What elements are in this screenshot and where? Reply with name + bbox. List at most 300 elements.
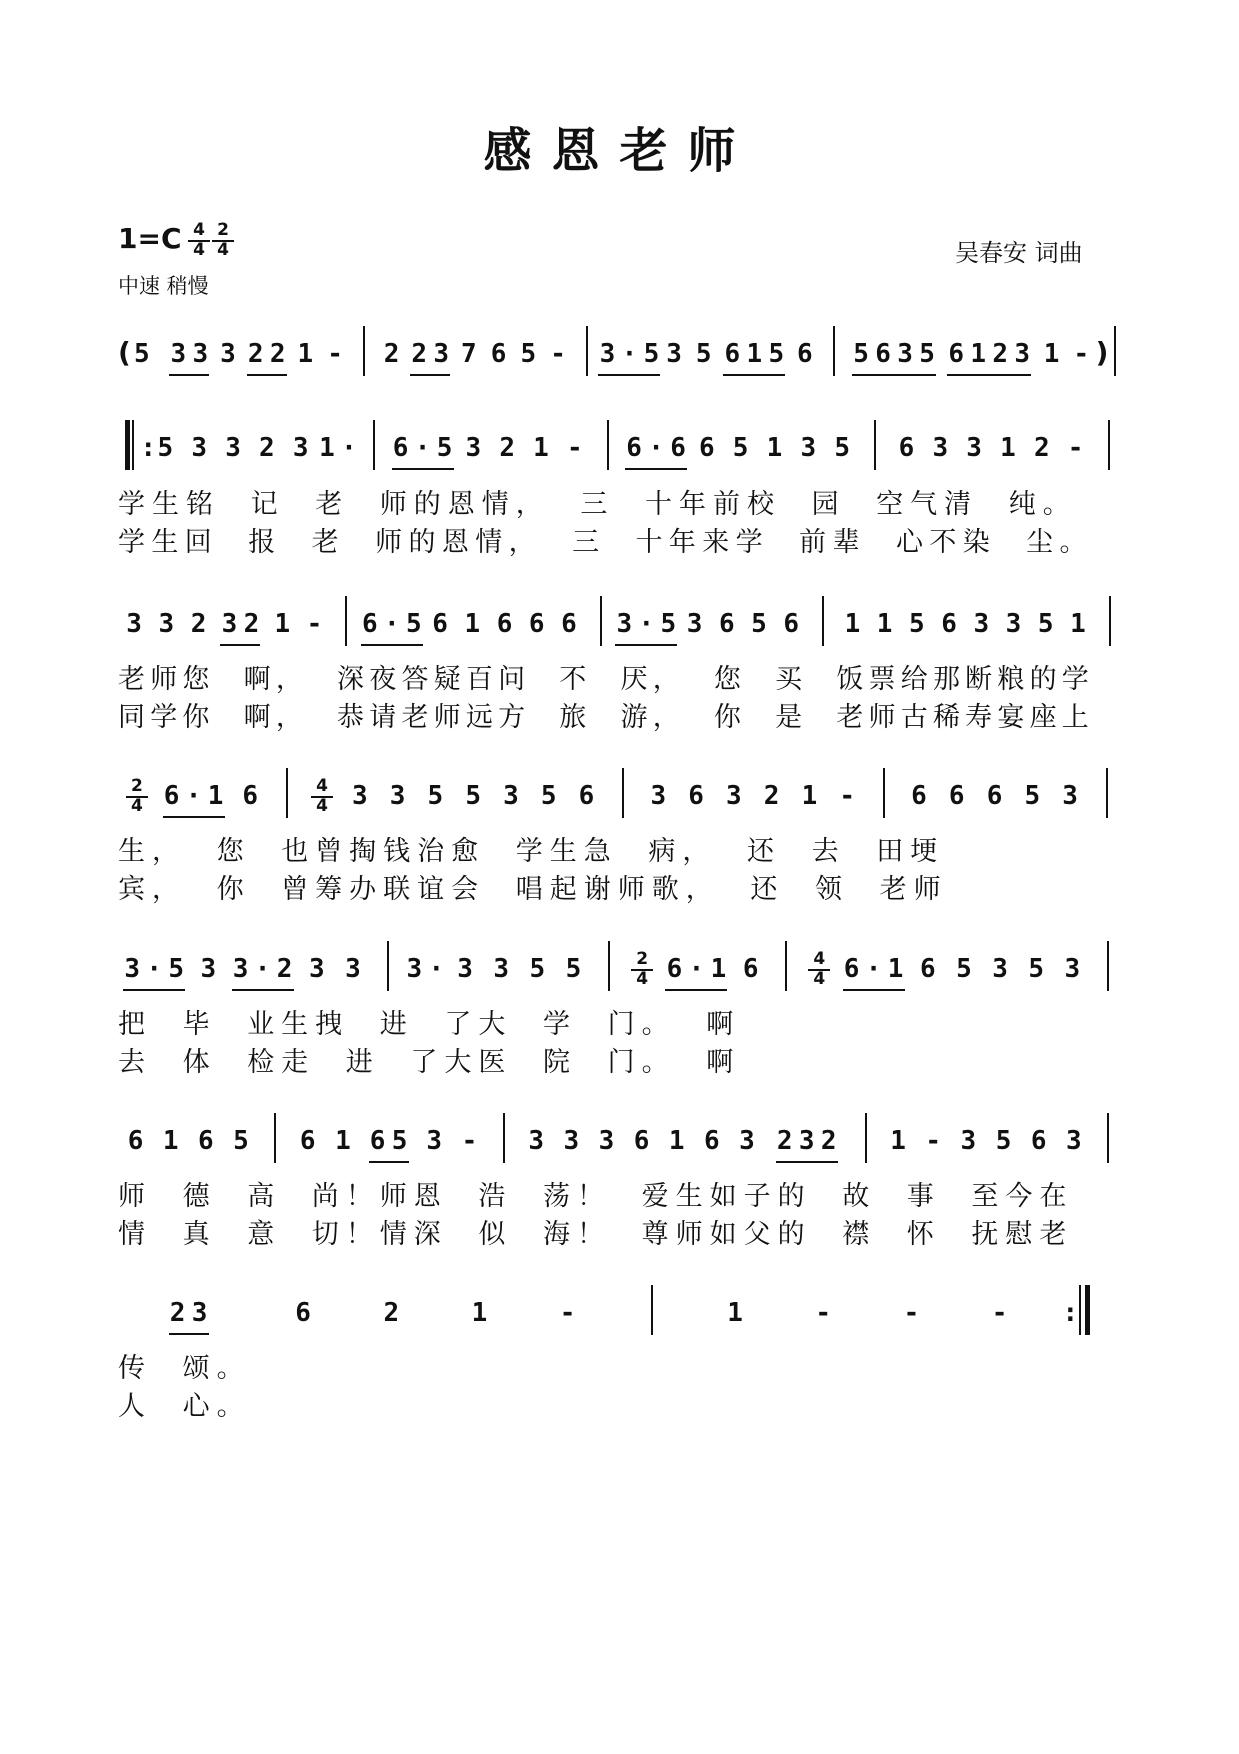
lyric-syllables: 了大 bbox=[444, 1009, 513, 1040]
lyric-syllables: 意 bbox=[247, 1219, 282, 1250]
lyrics-line-3-verse-2 bbox=[118, 867, 1123, 903]
note: 6 bbox=[528, 609, 545, 639]
note: 6 bbox=[898, 433, 915, 463]
note: 1 bbox=[970, 339, 987, 369]
key-signature: 1=C bbox=[118, 222, 182, 255]
note: 3 bbox=[966, 433, 982, 463]
lyric-syllables: 纯。 bbox=[1008, 489, 1077, 520]
lyric-syllables: 抚慰老 bbox=[971, 1219, 1074, 1250]
lyric-syllables: 病， bbox=[648, 836, 717, 867]
lyric-syllables: 还 bbox=[747, 836, 781, 867]
note: 2 bbox=[383, 339, 400, 369]
lyric-syllables: 学 bbox=[543, 1009, 577, 1040]
note: 3 bbox=[686, 609, 703, 639]
lyric-syllables: 啊， bbox=[243, 702, 309, 733]
note: 3 bbox=[798, 1126, 815, 1156]
note: 2 bbox=[169, 1298, 186, 1328]
lyric-syllables: 心不染 bbox=[895, 527, 997, 558]
lyric-syllables: 海！ bbox=[543, 1219, 611, 1250]
note: 3 bbox=[158, 609, 175, 639]
lyric-syllables: 检走 bbox=[247, 1047, 316, 1078]
note: 3 bbox=[1062, 781, 1078, 811]
repeat-end-bar-thin bbox=[1079, 1285, 1081, 1335]
dash-sustain: - bbox=[903, 1298, 920, 1328]
note: 3 bbox=[426, 1126, 443, 1156]
dot-augment: · bbox=[414, 433, 431, 463]
lyric-syllables: 老师您 bbox=[118, 664, 215, 695]
note: 3 bbox=[345, 954, 361, 984]
note: 6 bbox=[299, 1126, 316, 1156]
note: 1 bbox=[801, 781, 818, 811]
lyric-syllables: 十年来学 bbox=[635, 527, 770, 558]
beam-underline bbox=[169, 1333, 209, 1335]
beam-underline bbox=[776, 1161, 838, 1163]
beam-underline bbox=[220, 644, 260, 646]
time-signature-change: 2 4 bbox=[631, 951, 653, 988]
note: 5 bbox=[751, 609, 767, 639]
lyric-syllables: 啊 bbox=[706, 1009, 741, 1040]
barline bbox=[822, 596, 824, 646]
note: 6 bbox=[295, 1298, 311, 1328]
note: 5 bbox=[391, 1126, 408, 1156]
note: 3 bbox=[191, 1298, 208, 1328]
lyrics-line-1-verse-2 bbox=[118, 520, 1123, 556]
lyric-syllables: 游， bbox=[620, 702, 685, 733]
dot-augment: · bbox=[185, 781, 202, 811]
note: 6 bbox=[948, 339, 965, 369]
note: 1 bbox=[766, 433, 783, 463]
note: 5 bbox=[1037, 609, 1054, 639]
dot-augment: · bbox=[341, 433, 357, 463]
note: 6 bbox=[875, 339, 891, 369]
note: 6 bbox=[198, 1126, 214, 1156]
dash-sustain: - bbox=[1073, 339, 1090, 369]
lyric-syllables: 去 bbox=[811, 836, 846, 867]
barline bbox=[1107, 941, 1109, 991]
lyric-syllables: 田埂 bbox=[876, 836, 945, 867]
note: 5 bbox=[956, 954, 972, 984]
dash-sustain: - bbox=[327, 339, 343, 369]
lyric-syllables: 浩 bbox=[478, 1181, 513, 1212]
note: 1 bbox=[207, 781, 224, 811]
note: 5 bbox=[768, 339, 785, 369]
beam-underline bbox=[598, 374, 660, 376]
barline bbox=[1114, 326, 1116, 376]
lyrics-line-5-verse-2 bbox=[118, 1212, 1123, 1248]
note: 3 bbox=[599, 339, 616, 369]
note: 5 bbox=[1024, 781, 1041, 811]
note: 3 bbox=[932, 433, 949, 463]
dot-augment: · bbox=[146, 954, 162, 984]
lyric-syllables: 心。 bbox=[182, 1391, 251, 1422]
note: 3 bbox=[457, 954, 473, 984]
barline bbox=[833, 326, 835, 376]
lyric-syllables: 师的恩情， bbox=[379, 489, 550, 520]
dot-augment: · bbox=[428, 954, 445, 984]
note: 6 bbox=[742, 954, 759, 984]
lyric-syllables: 买 bbox=[775, 664, 808, 695]
barline bbox=[373, 420, 375, 470]
note: 2 bbox=[763, 781, 780, 811]
beam-underline bbox=[852, 374, 936, 376]
barline bbox=[865, 1113, 867, 1163]
lyric-syllables: 毕 bbox=[182, 1009, 217, 1040]
note: 3 bbox=[1064, 954, 1081, 984]
barline bbox=[363, 326, 365, 376]
open-paren: ( bbox=[118, 336, 131, 369]
lyric-syllables: 去 bbox=[118, 1047, 152, 1078]
lyric-syllables: 事 bbox=[906, 1181, 941, 1212]
beam-underline bbox=[947, 374, 1031, 376]
note: 5 bbox=[1028, 954, 1045, 984]
note: 5 bbox=[520, 339, 537, 369]
note: 5 bbox=[909, 609, 925, 639]
beam-underline bbox=[369, 1161, 409, 1163]
note: 1 bbox=[319, 433, 335, 463]
note: 3 bbox=[200, 954, 217, 984]
lyric-syllables: 曾筹办联谊会 bbox=[281, 874, 486, 905]
barline bbox=[1108, 420, 1110, 470]
author-credit: 吴春安 词曲 bbox=[955, 239, 1083, 267]
lyric-syllables: 业生拽 bbox=[247, 1009, 350, 1040]
note: 3 bbox=[1014, 339, 1031, 369]
note: 3 bbox=[897, 339, 913, 369]
note: 3 bbox=[726, 781, 742, 811]
lyric-syllables: 深夜答疑百问 bbox=[337, 664, 531, 695]
note: 6 bbox=[941, 609, 957, 639]
barline bbox=[387, 941, 389, 991]
note: 6 bbox=[432, 609, 448, 639]
lyric-syllables: 空气清 bbox=[876, 489, 979, 520]
lyric-syllables: 还 bbox=[750, 874, 785, 905]
lyric-syllables: 生， bbox=[118, 836, 186, 867]
note: 1 bbox=[746, 339, 763, 369]
note: 3 bbox=[992, 954, 1008, 984]
repeat-colon: : bbox=[140, 433, 157, 463]
note: 3 bbox=[598, 1126, 615, 1156]
note: 3 bbox=[563, 1126, 580, 1156]
note: 1 bbox=[1000, 433, 1016, 463]
barline bbox=[274, 1113, 276, 1163]
lyric-syllables: 学生回 bbox=[118, 527, 219, 558]
lyric-syllables: 三 bbox=[580, 489, 615, 520]
note: 3 bbox=[225, 433, 241, 463]
note: 2 bbox=[243, 609, 260, 639]
lyric-syllables: 厌， bbox=[620, 664, 685, 695]
note: 3 bbox=[973, 609, 990, 639]
lyric-syllables: 你 bbox=[216, 874, 251, 905]
lyric-syllables: 师的恩情， bbox=[375, 527, 543, 558]
barline bbox=[607, 420, 609, 470]
note: 1 bbox=[533, 433, 549, 463]
dot-augment: · bbox=[638, 609, 655, 639]
note: 6 bbox=[127, 1126, 144, 1156]
lyric-syllables: 不 bbox=[559, 664, 592, 695]
lyrics-line-6-verse-2 bbox=[118, 1384, 1123, 1420]
barline bbox=[1109, 596, 1111, 646]
note: 6 bbox=[986, 781, 1003, 811]
time-signature-4-4: 4 4 bbox=[188, 222, 210, 259]
note: 3 bbox=[309, 954, 325, 984]
note: 6 bbox=[704, 1126, 720, 1156]
note: 3 bbox=[170, 339, 187, 369]
note: 6 bbox=[496, 609, 513, 639]
barline bbox=[345, 596, 347, 646]
note: 6 bbox=[688, 781, 704, 811]
note: 1 bbox=[471, 1298, 488, 1328]
note: 2 bbox=[269, 339, 286, 369]
lyric-syllables: 老 bbox=[311, 527, 346, 558]
note: 3 bbox=[650, 781, 667, 811]
note: 1 bbox=[890, 1126, 906, 1156]
dash-sustain: - bbox=[550, 339, 566, 369]
lyric-syllables: 情 bbox=[118, 1219, 152, 1250]
lyric-syllables: 襟 bbox=[842, 1219, 877, 1250]
lyric-syllables: 你 bbox=[713, 702, 747, 733]
note: 5 bbox=[233, 1126, 249, 1156]
note: 1 bbox=[162, 1126, 179, 1156]
lyric-syllables: 真 bbox=[182, 1219, 217, 1250]
lyric-syllables: 进 bbox=[345, 1047, 380, 1078]
time-signature-change: 2 4 bbox=[126, 778, 148, 815]
barline bbox=[286, 768, 288, 818]
note: 2 bbox=[411, 339, 428, 369]
note: 3 bbox=[666, 339, 682, 369]
lyric-syllables: 老 bbox=[315, 489, 350, 520]
lyric-syllables: 啊 bbox=[706, 1047, 741, 1078]
lyric-syllables: 领 bbox=[815, 874, 849, 905]
dash-sustain: - bbox=[991, 1298, 1008, 1328]
note: 6 bbox=[561, 609, 577, 639]
dot-augment: · bbox=[688, 954, 705, 984]
note: 1 bbox=[1070, 609, 1086, 639]
beam-underline bbox=[392, 468, 454, 470]
note: 3 bbox=[220, 339, 236, 369]
beam-underline bbox=[410, 374, 450, 376]
note: 5 bbox=[643, 339, 660, 369]
note: 1 bbox=[876, 609, 893, 639]
note: 5 bbox=[427, 781, 444, 811]
note: 3 bbox=[465, 433, 482, 463]
note: 6 bbox=[919, 954, 936, 984]
note: 6 bbox=[369, 1126, 386, 1156]
lyric-syllables: 人 bbox=[118, 1391, 152, 1422]
note: 6 bbox=[911, 781, 927, 811]
note: 6 bbox=[718, 609, 735, 639]
lyrics-line-5-verse-1 bbox=[118, 1174, 1123, 1210]
note: 6 bbox=[666, 954, 683, 984]
note: 5 bbox=[919, 339, 935, 369]
lyrics-line-2-verse-2 bbox=[118, 695, 1123, 731]
note: 5 bbox=[695, 339, 712, 369]
lyric-syllables: 旅 bbox=[559, 702, 592, 733]
note: 3 bbox=[126, 609, 142, 639]
lyrics-line-3-verse-1 bbox=[118, 829, 1123, 865]
lyrics-line-4-verse-2 bbox=[118, 1040, 1123, 1076]
note: 3 bbox=[232, 954, 249, 984]
note: 1 bbox=[297, 339, 314, 369]
tempo-marking: 中速 稍慢 bbox=[118, 274, 209, 298]
barline bbox=[785, 941, 787, 991]
repeat-start-bar bbox=[125, 420, 130, 470]
lyric-syllables: 饭票给那断粮的学 bbox=[836, 664, 1095, 695]
note: 3 bbox=[351, 781, 368, 811]
note: 3 bbox=[1065, 1126, 1082, 1156]
note: 3 bbox=[493, 954, 510, 984]
lyric-syllables: 颂。 bbox=[182, 1353, 251, 1384]
note: 3 bbox=[192, 339, 209, 369]
note: 2 bbox=[190, 609, 207, 639]
lyric-syllables: 似 bbox=[478, 1219, 513, 1250]
note: 7 bbox=[461, 339, 477, 369]
dot-augment: · bbox=[621, 339, 638, 369]
lyric-syllables: 唱起谢师歌， bbox=[515, 874, 720, 905]
note: 5 bbox=[157, 433, 174, 463]
dot-augment: · bbox=[648, 433, 664, 463]
lyric-syllables: 高 bbox=[247, 1181, 282, 1212]
note: 3 bbox=[800, 433, 817, 463]
beam-underline bbox=[169, 374, 209, 376]
lyric-syllables: 尊师如父的 bbox=[641, 1219, 812, 1250]
note: 5 bbox=[853, 339, 869, 369]
barline bbox=[600, 596, 602, 646]
lyric-syllables: 记 bbox=[250, 489, 285, 520]
note: 3 bbox=[1005, 609, 1022, 639]
lyric-syllables: 老师古稀寿宴座上 bbox=[836, 702, 1095, 733]
lyric-syllables: 尘。 bbox=[1026, 527, 1093, 558]
lyric-syllables: 怀 bbox=[906, 1219, 941, 1250]
note: 6 bbox=[670, 433, 686, 463]
note: 2 bbox=[247, 339, 264, 369]
beam-underline bbox=[665, 989, 727, 991]
song-title: 感恩老师 bbox=[483, 123, 756, 179]
note: 6 bbox=[843, 954, 860, 984]
lyric-syllables: 您 bbox=[713, 664, 747, 695]
note: 5 bbox=[405, 609, 422, 639]
repeat-end-bar bbox=[1085, 1285, 1090, 1335]
note: 6 bbox=[698, 433, 715, 463]
lyric-syllables: 体 bbox=[182, 1047, 217, 1078]
note: 6 bbox=[948, 781, 965, 811]
dash-sustain: - bbox=[839, 781, 856, 811]
beam-underline bbox=[625, 468, 687, 470]
note: 3 bbox=[528, 1126, 544, 1156]
lyric-syllables: 至今在 bbox=[971, 1181, 1074, 1212]
lyric-syllables: 师 bbox=[118, 1181, 152, 1212]
beam-underline bbox=[615, 644, 677, 646]
note: 1 bbox=[464, 609, 481, 639]
lyric-syllables: 宾， bbox=[118, 874, 186, 905]
beam-underline bbox=[163, 816, 225, 818]
note: 6 bbox=[783, 609, 800, 639]
note: 3 bbox=[389, 781, 406, 811]
close-paren: ) bbox=[1095, 336, 1109, 369]
note: 3 bbox=[124, 954, 140, 984]
lyric-syllables: 门。 bbox=[607, 1047, 676, 1078]
note: 6 bbox=[1030, 1126, 1047, 1156]
note: 5 bbox=[133, 339, 150, 369]
note: 5 bbox=[465, 781, 481, 811]
note: 1 bbox=[710, 954, 727, 984]
note: 5 bbox=[529, 954, 546, 984]
note: 5 bbox=[168, 954, 184, 984]
beam-underline bbox=[723, 374, 785, 376]
note: 5 bbox=[995, 1126, 1012, 1156]
beam-underline bbox=[843, 989, 905, 991]
dot-augment: · bbox=[254, 954, 271, 984]
note: 3 bbox=[433, 339, 450, 369]
lyric-syllables: 您 bbox=[216, 836, 251, 867]
barline bbox=[608, 941, 610, 991]
lyric-syllables: 荡！ bbox=[543, 1181, 611, 1212]
time-signature-2-4: 2 4 bbox=[212, 222, 234, 259]
note: 1 bbox=[727, 1298, 743, 1328]
note: 6 bbox=[163, 781, 180, 811]
lyric-syllables: 园 bbox=[811, 489, 846, 520]
note: 2 bbox=[992, 339, 1009, 369]
time-signature-change: 4 4 bbox=[808, 951, 830, 988]
note: 2 bbox=[499, 433, 515, 463]
note: 6 bbox=[797, 339, 813, 369]
dash-sustain: - bbox=[306, 609, 323, 639]
barline bbox=[1107, 1113, 1109, 1163]
lyric-syllables: 报 bbox=[248, 527, 282, 558]
lyric-syllables: 故 bbox=[842, 1181, 877, 1212]
barline bbox=[503, 1113, 505, 1163]
note: 1 bbox=[668, 1126, 685, 1156]
note: 6 bbox=[392, 433, 409, 463]
note: 2 bbox=[776, 1126, 793, 1156]
note: 3 bbox=[292, 433, 309, 463]
dot-augment: · bbox=[383, 609, 400, 639]
lyric-syllables: 前辈 bbox=[799, 527, 866, 558]
lyric-syllables: 三 bbox=[572, 527, 606, 558]
lyric-syllables: 是 bbox=[775, 702, 808, 733]
lyric-syllables: 门。 bbox=[607, 1009, 676, 1040]
note: 1 bbox=[844, 609, 861, 639]
lyric-syllables: 院 bbox=[543, 1047, 577, 1078]
note: 6 bbox=[578, 781, 595, 811]
note: 2 bbox=[276, 954, 293, 984]
dash-sustain: - bbox=[925, 1126, 942, 1156]
dash-sustain: - bbox=[461, 1126, 478, 1156]
barline bbox=[651, 1285, 653, 1335]
lyric-syllables: 爱生如子的 bbox=[641, 1181, 812, 1212]
lyrics-line-1-verse-1 bbox=[118, 482, 1123, 518]
lyric-syllables: 尚！师恩 bbox=[311, 1181, 448, 1212]
lyric-syllables: 把 bbox=[118, 1009, 152, 1040]
note: 6 bbox=[724, 339, 741, 369]
beam-underline bbox=[123, 989, 185, 991]
note: 3 bbox=[960, 1126, 977, 1156]
dash-sustain: - bbox=[559, 1298, 576, 1328]
note: 1 bbox=[274, 609, 291, 639]
lyric-syllables: 切！情深 bbox=[311, 1219, 448, 1250]
dash-sustain: - bbox=[566, 433, 583, 463]
lyric-syllables: 同学你 bbox=[118, 702, 215, 733]
note: 3 bbox=[191, 433, 208, 463]
barline bbox=[883, 768, 885, 818]
dash-sustain: - bbox=[1067, 433, 1084, 463]
note: 5 bbox=[540, 781, 557, 811]
note: 2 bbox=[1033, 433, 1050, 463]
note: 2 bbox=[259, 433, 275, 463]
lyric-syllables: 也曾掏钱治愈 bbox=[281, 836, 486, 867]
note: 6 bbox=[633, 1126, 650, 1156]
beam-underline bbox=[232, 989, 294, 991]
lyric-syllables: 啊， bbox=[243, 664, 309, 695]
dash-sustain: - bbox=[815, 1298, 832, 1328]
